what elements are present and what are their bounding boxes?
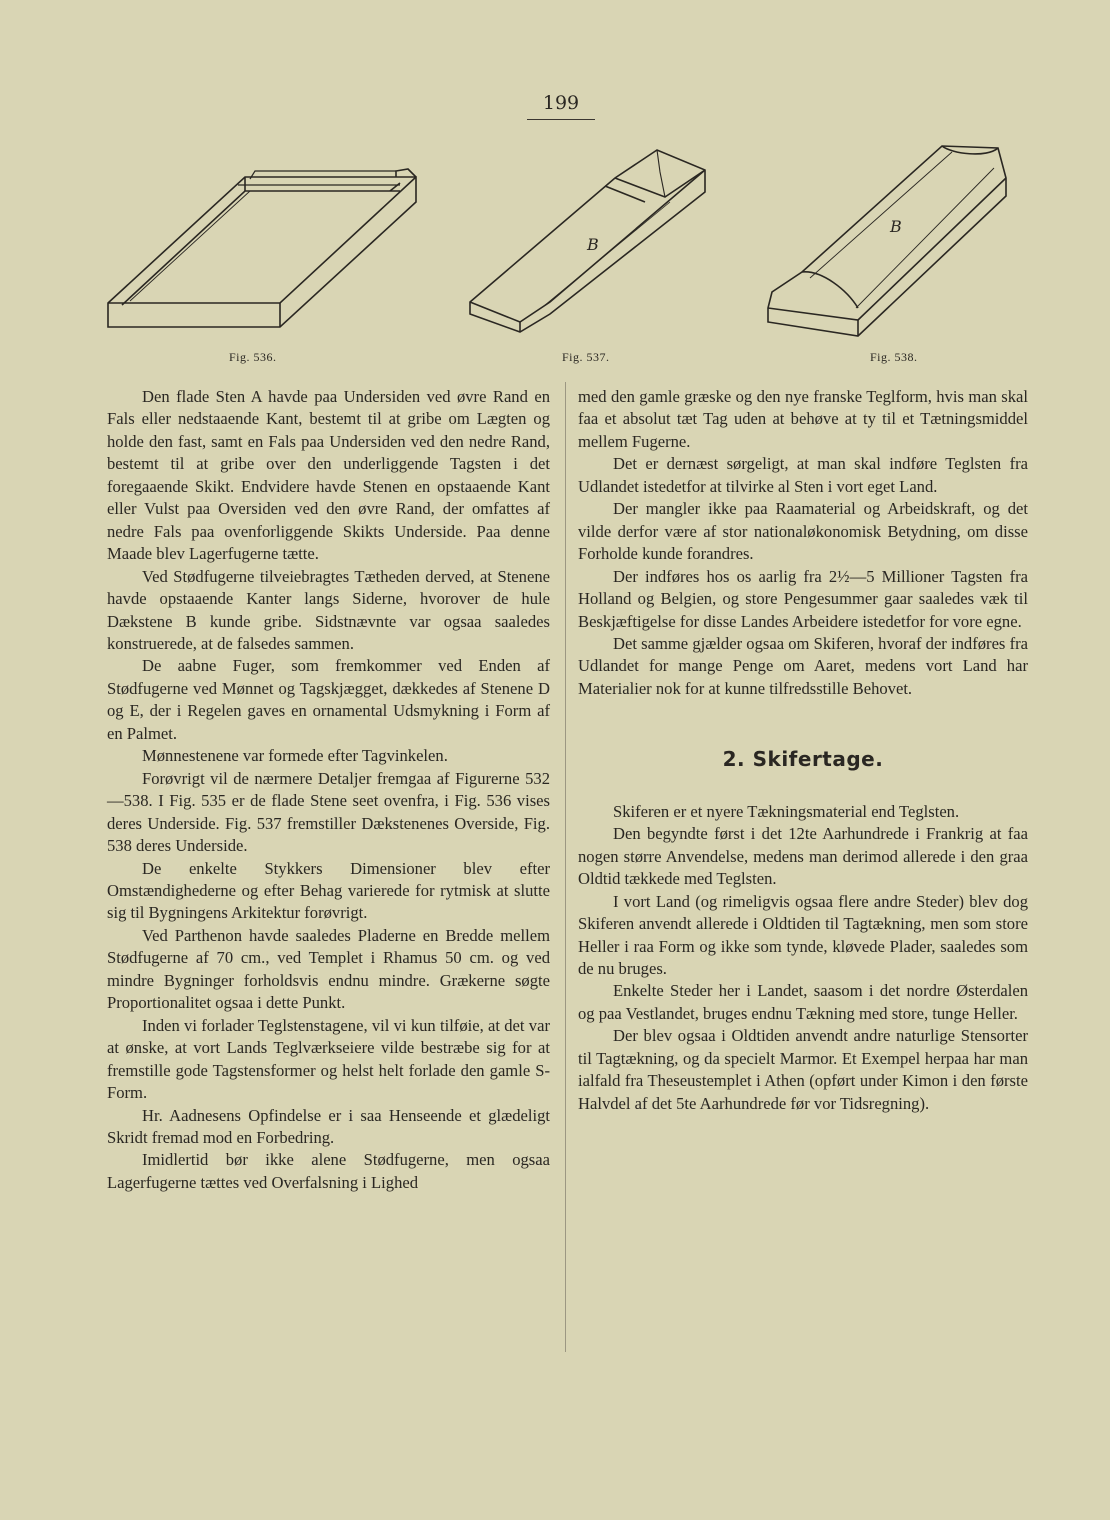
right-column xyxy=(578,386,1028,1115)
figure-538-caption: Fig. 538. xyxy=(870,350,918,364)
paragraph: Der blev ogsaa i Oldtiden anvendt andre naturlige Stensorter til Tagtækning, og da specielt Marmor. Et Exempel herpaa har man ialfald fra Theseustemplet i Athen (opført under Kimon i den første Halvdel af det 5te Aarhundrede før vor Tidsregning). xyxy=(578,1026,1028,1113)
paragraph: De enkelte Stykkers Dimensioner blev efter Omstændighederne og efter Behag varierede for rytmisk at slutte sig til Bygningens Arkitektur forøvrigt. xyxy=(107,858,550,923)
paragraph: Det samme gjælder ogsaa om Skiferen, hvoraf der indføres fra Udlandet for mange Penge om Aaret, medens vort Land har Materialier nok for at kunne tilfredsstille Behovet. xyxy=(578,633,1028,698)
paragraph: I vort Land (og rimeligvis ogsaa flere andre Steder) blev dog Skiferen anvendt allerede i Oldtiden til Tagtækning, men som store Heller i raa Form og ikke som tynde, kløvede Plader, saaledes som de nu bruges. xyxy=(578,891,1028,978)
paragraph: Enkelte Steder her i Landet, saasom i det nordre Østerdalen og paa Vestlandet, bruges endnu Tækning med store, tunge Heller. xyxy=(578,981,1028,1023)
figure-538-drawing xyxy=(762,140,1012,350)
figure-537-label: B xyxy=(587,235,599,254)
paragraph: De aabne Fuger, som fremkommer ved Enden af Stødfugerne ved Mønnet og Tagskjægget, dækkedes af Stenene D og E, der i Regelen gaves en ornamental Udsmykning i Form af en Palmet. xyxy=(107,656,550,743)
section-heading: 2. Skifertage. xyxy=(722,747,884,772)
figure-536-drawing xyxy=(100,155,430,350)
paragraph: Det er dernæst sørgeligt, at man skal indføre Teglsten fra Udlandet istedetfor at tilvirke al Sten i vort eget Land. xyxy=(578,454,1028,496)
paragraph: Skiferen er et nyere Tækningsmaterial end Teglsten. xyxy=(613,801,960,821)
figure-537-caption: Fig. 537. xyxy=(562,350,610,364)
paragraph: Forøvrigt vil de nærmere Detaljer fremgaa af Figurerne 532—538. I Fig. 535 er de flade Stene seet ovenfra, i Fig. 536 vises deres Underside. Fig. 537 fremstiller Dækstenenes Overside, Fig. 538 deres Underside. xyxy=(107,768,550,856)
figure-537-drawing xyxy=(465,142,735,347)
left-column xyxy=(107,386,550,1194)
column-divider xyxy=(565,382,566,1352)
paragraph: Ved Stødfugerne tilveiebragtes Tætheden derved, at Stenene havde opstaaende Kanter langs Siderne, hvorover de hule Dækstene B kunde gribe. Sidstnævnte var ogsaa saaledes konstruerede, at de falsedes sammen. xyxy=(107,566,550,653)
figure-536-caption: Fig. 536. xyxy=(229,350,277,364)
paragraph: Ved Parthenon havde saaledes Pladerne en Bredde mellem Stødfugerne af 70 cm., ved Templet i Rhamus 50 cm. og ved mindre Bygninger forholdsvis endnu mindre. Grækerne søgte Proportionalitet ogsaa i dette Punkt. xyxy=(107,925,550,1013)
figure-538-label: B xyxy=(890,217,902,236)
paragraph: Inden vi forlader Teglstenstagene, vil vi kun tilføie, at det var at ønske, at vort Lands Teglværkseiere vilde bestræbe sig for at fremstille gode Tagstensformer og helst helt forlade den gamle S-Form. xyxy=(107,1015,550,1103)
paragraph: Der mangler ikke paa Raamaterial og Arbeidskraft, og det vilde derfor være af stor nationaløkonomisk Betydning, om disse Forholde kunde forandres. xyxy=(578,499,1028,564)
page-number: 199 xyxy=(542,92,580,114)
paragraph: med den gamle græske og den nye franske Teglform, hvis man skal faa et absolut tæt Tag uden at behøve at ty til et Tætningsmiddel mellem Fugerne. xyxy=(578,387,1028,451)
paragraph: Den flade Sten A havde paa Undersiden ved øvre Rand en Fals eller nedstaaende Kant, bestemt til at gribe om Lægten og holde den fast, samt en Fals paa Undersiden ved den nedre Rand, bestemt til at gribe over den underliggende Tagsten i det foregaaende Skikt. Endvidere havde Stenen en opstaaende Kant eller Vulst paa Oversiden ved den øvre Rand, der omfattes af nedre Fals paa ovenforliggende Skikts Underside. Paa denne Maade blev Lagerfugerne tætte. xyxy=(107,387,550,564)
paragraph: Mønnestenene var formede efter Tagvinkelen. xyxy=(142,746,448,766)
paragraph: Der indføres hos os aarlig fra 2½—5 Millioner Tagsten fra Holland og Belgien, og store Pengesummer gaar saaledes væk til Beskjæftigelse for disse Landes Arbeidere istedetfor for vore egne. xyxy=(578,566,1028,631)
paragraph: Imidlertid bør ikke alene Stødfugerne, men ogsaa Lagerfugerne tættes ved Overfalsning i Lighed xyxy=(107,1150,550,1192)
paragraph: Den begyndte først i det 12te Aarhundrede i Frankrig at faa nogen større Anvendelse, medens man derimod allerede i den graa Oldtid tækkede med Teglsten. xyxy=(578,824,1028,889)
paragraph: Hr. Aadnesens Opfindelse er i saa Henseende et glædeligt Skridt fremad mod en Forbedring. xyxy=(107,1105,550,1147)
page-number-rule xyxy=(527,119,595,120)
